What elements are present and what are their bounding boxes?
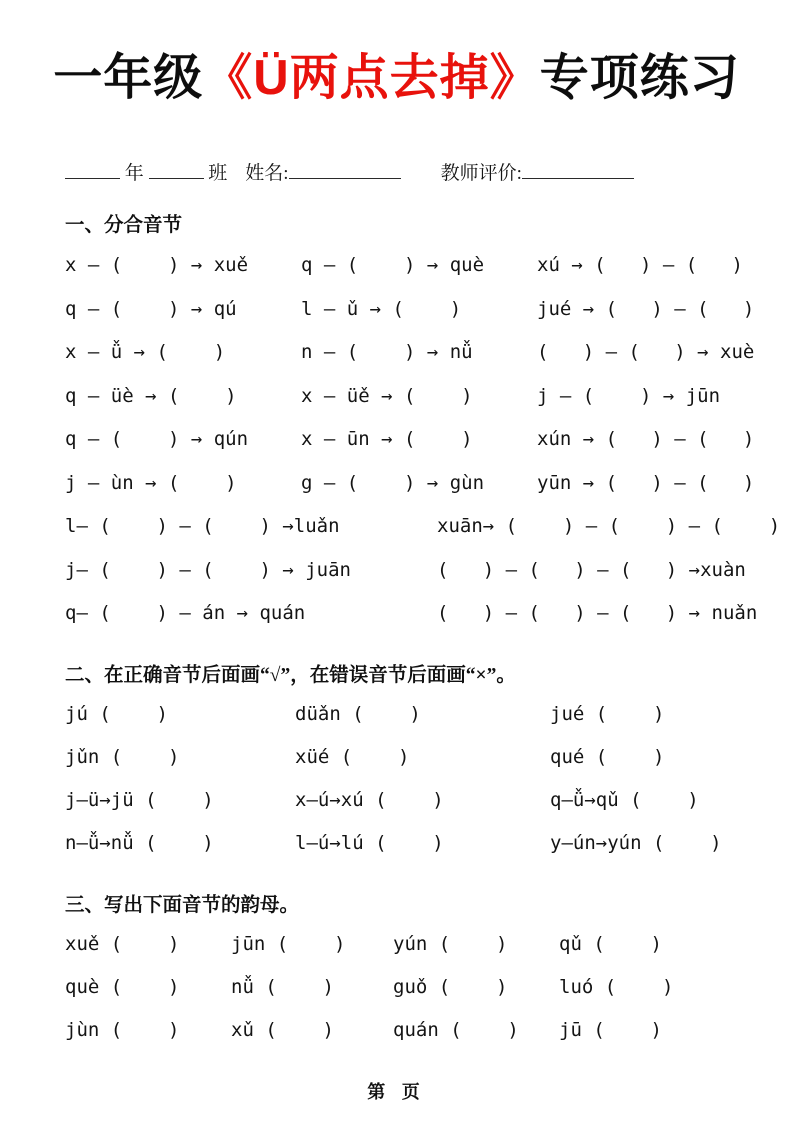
exercise-cell: xǔ ( ) — [231, 1019, 334, 1042]
name-blank-line — [289, 162, 401, 179]
exercise-cell: x — üě → ( ) — [301, 384, 473, 407]
exercise-row — [65, 822, 743, 865]
exercise-row — [65, 591, 758, 635]
exercise-cell: yūn → ( ) — ( ) — [537, 471, 755, 494]
exercise-cell: j— ( ) — ( ) → juān — [65, 558, 351, 581]
exercise-cell: quán ( ) — [393, 1019, 519, 1042]
class-blank-line — [149, 162, 204, 179]
exercise-cell: düǎn ( ) — [295, 703, 421, 726]
exercise-cell: x—ú→xú ( ) — [295, 789, 444, 812]
exercise-cell: yún ( ) — [393, 933, 508, 956]
exercise-row — [65, 287, 755, 331]
exercise-cell: q — ( ) → què — [301, 254, 485, 277]
section3-heading: 三、写出下面音节的韵母。 — [65, 894, 300, 916]
exercise-cell: ( ) — ( ) → xuè — [537, 341, 755, 364]
section3-exercises — [65, 923, 743, 1052]
exercise-cell: xú → ( ) — ( ) — [537, 254, 743, 277]
exercise-row — [65, 923, 743, 966]
exercise-cell: l—ú→lú ( ) — [295, 832, 444, 855]
year-label: 年 — [124, 163, 144, 185]
exercise-cell: xuān→ ( ) — ( ) — ( ) — [437, 515, 781, 538]
exercise-cell: xuě ( ) — [65, 933, 180, 956]
exercise-row — [65, 417, 755, 461]
name-label: 姓名: — [245, 163, 289, 185]
section1-heading: 一、分合音节 — [65, 215, 183, 237]
page-title — [0, 50, 793, 106]
exercise-cell: qǔ ( ) — [559, 933, 662, 956]
exercise-row — [65, 374, 743, 418]
exercise-cell: g — ( ) → gùn — [301, 471, 485, 494]
exercise-row — [65, 548, 746, 592]
exercise-row — [65, 330, 755, 374]
title-highlight: 《Ü两点去掉》 — [203, 51, 540, 105]
exercise-cell: n — ( ) → nǚ — [301, 341, 473, 364]
exercise-cell: ( ) — ( ) — ( ) →xuàn — [437, 558, 746, 581]
exercise-cell: y—ún→yún ( ) — [550, 832, 722, 855]
exercise-cell: jùn ( ) — [65, 1019, 180, 1042]
exercise-cell: q — ( ) → qú — [65, 297, 237, 320]
exercise-cell: jū ( ) — [559, 1019, 662, 1042]
exercise-row — [65, 504, 781, 548]
exercise-row — [65, 966, 743, 1009]
exercise-cell: j — ùn → ( ) — [65, 471, 237, 494]
exercise-row — [65, 461, 755, 505]
class-label: 班 — [208, 163, 228, 185]
teacher-eval-blank-line — [522, 162, 634, 179]
exercise-cell: l— ( ) — ( ) →luǎn — [65, 515, 340, 538]
exercise-row — [65, 693, 743, 736]
exercise-cell: jué → ( ) — ( ) — [537, 297, 755, 320]
section2-exercises — [65, 693, 743, 865]
exercise-cell: xüé ( ) — [295, 746, 410, 769]
exercise-cell: nǚ ( ) — [231, 976, 334, 999]
exercise-cell: q— ( ) — án → quán — [65, 602, 306, 625]
section1-exercises — [65, 243, 781, 635]
page-footer: 第 页 — [367, 1082, 426, 1102]
exercise-cell: guǒ ( ) — [393, 976, 508, 999]
exercise-cell: l — ǔ → ( ) — [301, 297, 462, 320]
section2-heading: 二、在正确音节后面画“√”，在错误音节后面画“×”。 — [65, 664, 516, 686]
exercise-cell: q — ( ) → qún — [65, 428, 249, 451]
title-suffix: 专项练习 — [539, 51, 740, 105]
student-info-line — [65, 158, 733, 185]
year-blank-line — [65, 162, 120, 179]
exercise-cell: qué ( ) — [550, 746, 665, 769]
exercise-cell: j — ( ) → jūn — [537, 384, 721, 407]
exercise-cell: q — üè → ( ) — [65, 384, 237, 407]
exercise-cell: jūn ( ) — [231, 933, 346, 956]
exercise-row — [65, 243, 743, 287]
exercise-cell: jué ( ) — [550, 703, 665, 726]
exercise-cell: luó ( ) — [559, 976, 674, 999]
exercise-cell: j—ü→jü ( ) — [65, 789, 214, 812]
exercise-cell: n—ǚ→nǚ ( ) — [65, 832, 214, 855]
exercise-row — [65, 736, 743, 779]
exercise-cell: què ( ) — [65, 976, 180, 999]
exercise-row — [65, 1009, 743, 1052]
teacher-eval-label: 教师评价: — [440, 163, 522, 185]
exercise-cell: jú ( ) — [65, 703, 168, 726]
exercise-cell: jǔn ( ) — [65, 746, 180, 769]
exercise-cell: q—ǚ→qǔ ( ) — [550, 789, 699, 812]
exercise-cell: x — ǚ → ( ) — [65, 341, 226, 364]
exercise-cell: ( ) — ( ) — ( ) → nuǎn — [437, 602, 758, 625]
title-prefix: 一年级 — [53, 51, 204, 105]
exercise-cell: x — ūn → ( ) — [301, 428, 473, 451]
exercise-cell: xún → ( ) — ( ) — [537, 428, 755, 451]
exercise-row — [65, 779, 743, 822]
exercise-cell: x — ( ) → xuě — [65, 254, 249, 277]
